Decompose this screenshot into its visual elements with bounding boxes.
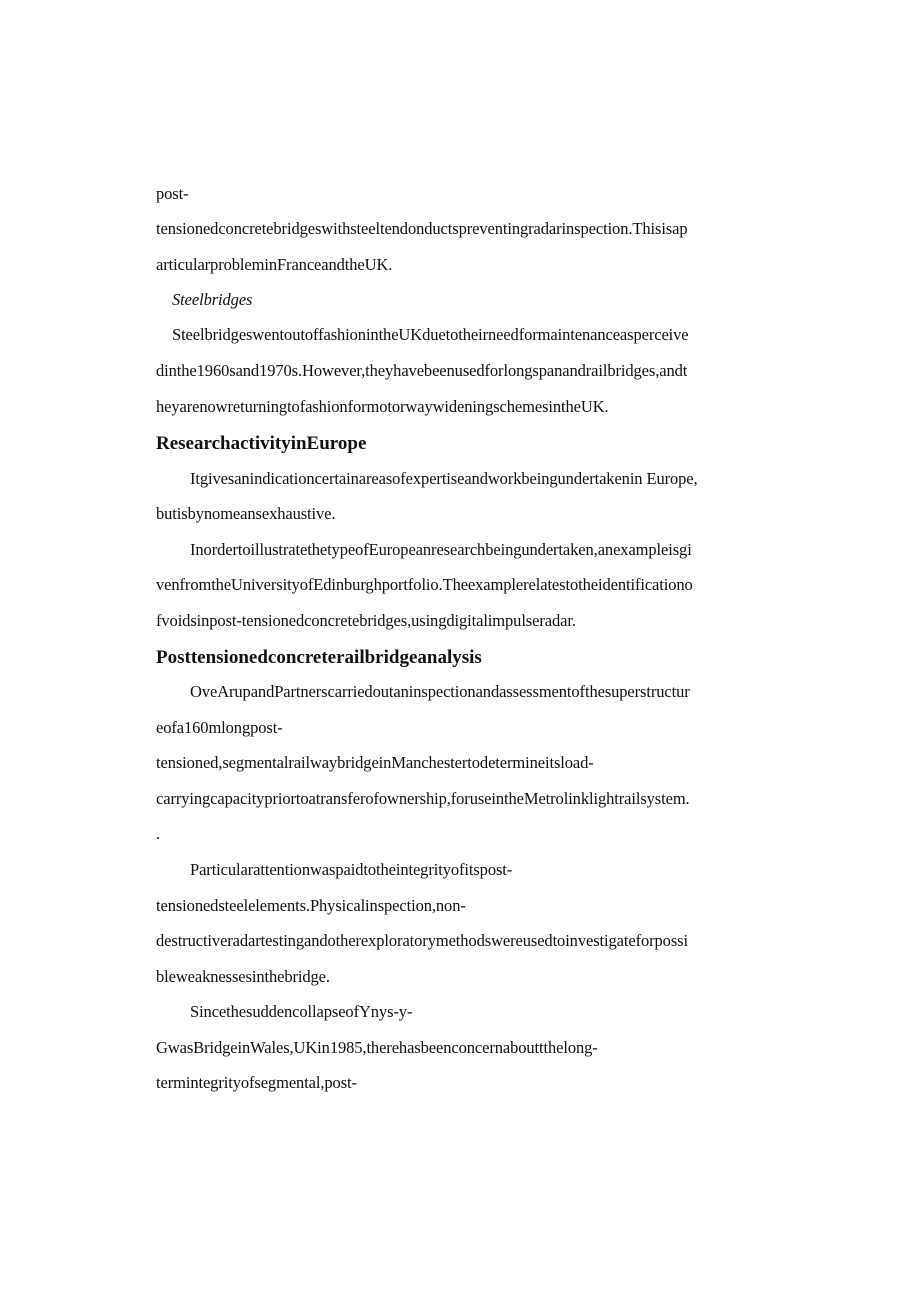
- subheading-steel-bridges: Steelbridges: [172, 290, 253, 309]
- text-line: post-: [156, 184, 189, 203]
- text-line: carryingcapacitypriortoatransferofownership,foruseintheMetrolinklightrailsystem.: [156, 789, 690, 808]
- text-line: venfromtheUniversityofEdinburghportfolio.Theexamplerelatestotheidentificationo: [156, 575, 693, 594]
- text-line: articularprobleminFranceandtheUK.: [156, 255, 393, 274]
- text-line: butisbynomeansexhaustive.: [156, 504, 336, 523]
- text-line: tensionedconcretebridgeswithsteeltendonductspreventingradarinspection.Thisisap: [156, 219, 688, 238]
- heading-research-activity: ResearchactivityinEurope: [156, 433, 367, 454]
- text-line: destructiveradartestingandotherexploratorymethodswereusedtoinvestigateforpossi: [156, 931, 688, 950]
- text-line: heyarenowreturningtofashionformotorwaywideningschemesintheUK.: [156, 397, 609, 416]
- text-line: bleweaknessesinthebridge.: [156, 967, 330, 986]
- text-line: GwasBridgeinWales,UKin1985,therehasbeenconcernabouttthelong-: [156, 1038, 598, 1057]
- heading-post-tensioned-analysis: Posttensionedconcreterailbridgeanalysis: [156, 647, 482, 668]
- text-line: fvoidsinpost-tensionedconcretebridges,usingdigitalimpulseradar.: [156, 611, 576, 630]
- text-line: SincethesuddencollapseofYnys-y-: [190, 1002, 413, 1021]
- text-line: dinthe1960sand1970s.However,theyhavebeenusedforlongspanandrailbridges,andt: [156, 361, 688, 380]
- text-line: tensionedsteelelements.Physicalinspection,non-: [156, 896, 466, 915]
- text-line: tensioned,segmentalrailwaybridgeinManchestertodetermineitsload-: [156, 753, 594, 772]
- text-line: OveArupandPartnerscarriedoutaninspectionandassessmentofthesuperstructur: [190, 682, 690, 701]
- text-line: Itgivesanindicationcertainareasofexpertiseandworkbeingundertakenin Europe,: [190, 469, 698, 488]
- text-line: .: [156, 824, 161, 843]
- text-line: InordertoillustratethetypeofEuropeanresearchbeingundertaken,anexampleisgi: [190, 540, 692, 559]
- text-line: Particularattentionwaspaidtotheintegrityofitspost-: [190, 860, 513, 879]
- text-line: eofa160mlongpost-: [156, 718, 283, 737]
- text-line: SteelbridgeswentoutoffashionintheUKduetotheirneedformaintenanceasperceive: [172, 325, 689, 344]
- text-line: termintegrityofsegmental,post-: [156, 1073, 357, 1092]
